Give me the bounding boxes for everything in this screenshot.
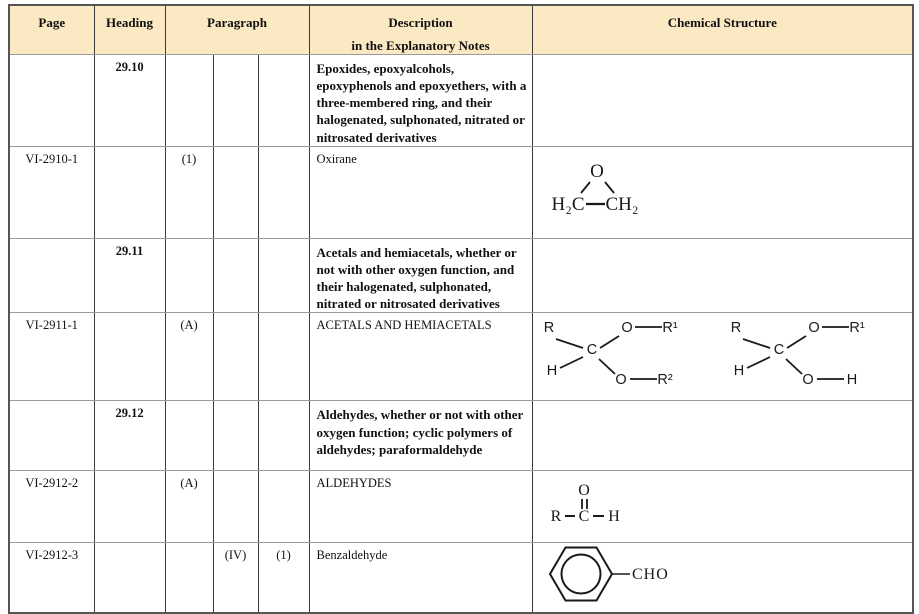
paragraph-cell-1: (A) [165, 313, 213, 401]
explanatory-notes-table [8, 4, 914, 614]
atom-label: H [846, 372, 857, 389]
description-cell: Aldehydes, whether or not with other oxygen function; cyclic polymers of aldehydes; paraformaldehyde [309, 401, 532, 471]
hemiacetal-structure [730, 320, 864, 388]
column-header-page: Page [9, 5, 94, 55]
acetal-structure [543, 320, 677, 388]
page-cell: VI-2910-1 [9, 146, 94, 238]
table-row [9, 55, 913, 147]
page-cell [9, 401, 94, 471]
paragraph-cell-1: (A) [165, 471, 213, 543]
atom-label: C [773, 342, 784, 359]
benzaldehyde-structure [542, 544, 702, 606]
atom-label: R [730, 320, 741, 337]
heading-cell [94, 146, 165, 238]
atom-label: CH₂ [605, 193, 639, 215]
heading-cell: 29.11 [94, 238, 165, 313]
atom-label: R² [656, 372, 673, 389]
table-row [9, 401, 913, 471]
paragraph-cell-1 [165, 543, 213, 613]
atom-label: O [801, 372, 814, 389]
description-header-line2: in the Explanatory Notes [351, 38, 490, 53]
table-row [9, 471, 913, 543]
atom-label: R¹ [848, 320, 865, 337]
atom-label: O [620, 320, 633, 337]
atom-label: C [578, 508, 589, 526]
column-header-chemical-structure: Chemical Structure [532, 5, 913, 55]
chemical-structure-cell [532, 55, 913, 147]
oxirane-structure [533, 147, 673, 227]
column-header-description [309, 5, 532, 55]
description-cell: Acetals and hemiacetals, whether or not with other oxygen function, and their halogenated, sulphonated, nitrated or nitrosated derivatives [309, 238, 532, 313]
atom-label: CHO [631, 566, 669, 584]
paragraph-cell-2 [213, 146, 258, 238]
atom-label: R¹ [661, 320, 678, 337]
column-header-heading: Heading [94, 5, 165, 55]
atom-label: H [733, 363, 744, 380]
page-cell: VI-2912-3 [9, 543, 94, 613]
aldehyde-structure [536, 473, 656, 535]
atom-label: R [550, 508, 561, 526]
atom-label: R [543, 320, 554, 337]
page-cell [9, 238, 94, 313]
paragraph-cell-1 [165, 401, 213, 471]
paragraph-cell-3 [258, 146, 309, 238]
table-row [9, 238, 913, 313]
heading-cell [94, 313, 165, 401]
description-cell: ALDEHYDES [309, 471, 532, 543]
chemical-structure-cell [532, 543, 913, 613]
paragraph-cell-3: (1) [258, 543, 309, 613]
paragraph-cell-2 [213, 401, 258, 471]
paragraph-cell-2 [213, 471, 258, 543]
page-cell: VI-2911-1 [9, 313, 94, 401]
benzene-ring-circle [561, 555, 600, 594]
atom-label: O [807, 320, 820, 337]
description-cell: Epoxides, epoxyalcohols, epoxyphenols and epoxyethers, with a three-membered ring, and their halogenated, sulphonated, nitrated or nitrosated derivatives [309, 55, 532, 147]
paragraph-cell-2 [213, 55, 258, 147]
heading-cell [94, 471, 165, 543]
chemical-structure-cell [532, 401, 913, 471]
chemical-structure-cell [532, 146, 913, 238]
paragraph-cell-1: (1) [165, 146, 213, 238]
chemical-structure-cell [532, 471, 913, 543]
page-cell [9, 55, 94, 147]
description-header-line1: Description [388, 15, 453, 30]
paragraph-cell-1 [165, 238, 213, 313]
acetal-hemiacetal-structures [536, 315, 876, 395]
table-row [9, 146, 913, 238]
heading-cell: 29.12 [94, 401, 165, 471]
paragraph-cell-3 [258, 401, 309, 471]
paragraph-cell-2 [213, 238, 258, 313]
description-cell: Oxirane [309, 146, 532, 238]
page-cell: VI-2912-2 [9, 471, 94, 543]
paragraph-cell-2 [213, 313, 258, 401]
paragraph-cell-3 [258, 313, 309, 401]
table-row [9, 313, 913, 401]
atom-label: C [586, 342, 597, 359]
paragraph-cell-3 [258, 55, 309, 147]
heading-cell [94, 543, 165, 613]
atom-label: H [607, 508, 620, 526]
explanatory-notes-table-wrap [8, 4, 914, 614]
atom-label: H [546, 363, 557, 380]
paragraph-cell-3 [258, 471, 309, 543]
description-cell: ACETALS AND HEMIACETALS [309, 313, 532, 401]
atom-label: O [577, 482, 590, 500]
header-row [9, 5, 913, 55]
description-cell: Benzaldehyde [309, 543, 532, 613]
chemical-structure-cell [532, 238, 913, 313]
table-row [9, 543, 913, 613]
chemical-structure-cell [532, 313, 913, 401]
paragraph-cell-3 [258, 238, 309, 313]
atom-label: O [614, 372, 627, 389]
paragraph-cell-2: (IV) [213, 543, 258, 613]
column-header-paragraph: Paragraph [165, 5, 309, 55]
paragraph-cell-1 [165, 55, 213, 147]
heading-cell: 29.10 [94, 55, 165, 147]
atom-label: H₂C [551, 193, 585, 215]
atom-label: O [589, 160, 604, 182]
